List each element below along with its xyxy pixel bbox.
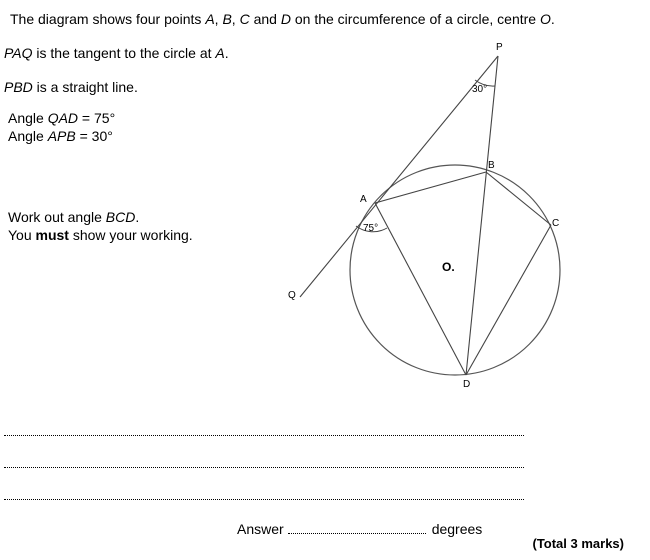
given-angle-apb: Angle APB = 30°: [8, 128, 113, 144]
label-p: P: [496, 42, 503, 53]
total-marks: (Total 3 marks): [532, 536, 624, 551]
given-angle-qad: Angle QAD = 75°: [8, 110, 116, 126]
label-centre-o: O.: [442, 260, 455, 274]
working-line[interactable]: [4, 467, 524, 468]
answer-blank[interactable]: [288, 521, 426, 534]
label-d: D: [463, 379, 471, 390]
label-q: Q: [288, 290, 296, 301]
answer-line: [237, 521, 482, 537]
label-c: C: [552, 218, 560, 229]
working-line[interactable]: [4, 499, 524, 500]
working-instruction: You must show your working.: [8, 227, 193, 243]
intro-text: The diagram shows four points A, B, C and D on the circumference of a circle, centre O.: [10, 11, 555, 27]
chord-ad: [375, 203, 466, 375]
circle: [350, 165, 560, 375]
angle-label-p: 30°: [472, 84, 488, 95]
working-line[interactable]: [4, 435, 524, 436]
label-a: A: [360, 194, 367, 205]
task-text: Work out angle BCD.: [8, 209, 140, 225]
chord-bc: [486, 172, 551, 225]
answer-label: Answer: [237, 521, 284, 537]
label-b: B: [488, 160, 495, 171]
straight-line-statement: PBD is a straight line.: [4, 79, 138, 95]
tangent-statement: PAQ is the tangent to the circle at A.: [4, 45, 229, 61]
answer-unit: degrees: [431, 521, 483, 537]
chord-ab: [375, 172, 486, 203]
angle-label-a: 75°: [363, 223, 379, 234]
